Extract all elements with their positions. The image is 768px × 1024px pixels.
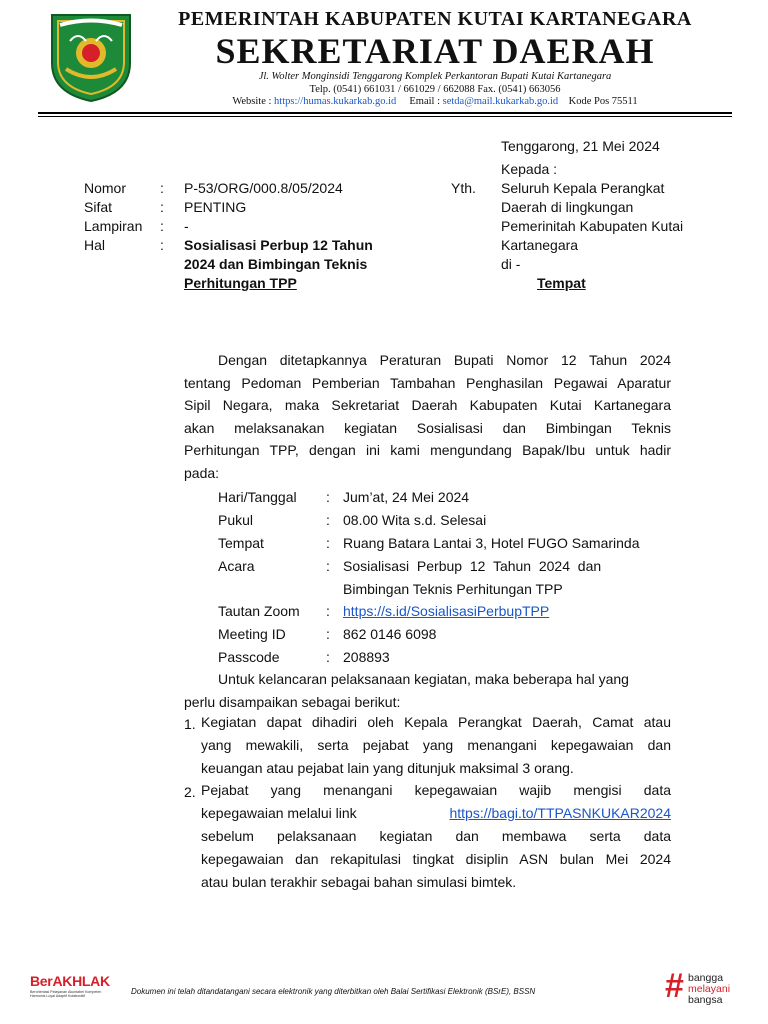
closing-intro-line: Untuk kelancaran pelaksanaan kegiatan, maka beberapa hal yang	[218, 671, 629, 687]
paragraph-line: Sipil Negara, maka Sekretariat Daerah Kabupaten Kutai Kartanegara	[184, 397, 671, 414]
meta-colon: :	[160, 180, 164, 196]
meeting-id: 862 0146 6098	[343, 626, 437, 642]
passcode: 208893	[343, 649, 390, 665]
kepada-label: Kepada :	[501, 161, 558, 177]
di-label: di -	[501, 256, 521, 272]
meta-label-lampiran: Lampiran	[84, 218, 143, 234]
zoom-link[interactable]: https://s.id/SosialisasiPerbupTPP	[343, 603, 550, 619]
detail-label: Pukul	[218, 512, 254, 528]
detail-label: Tautan Zoom	[218, 603, 300, 619]
list-item-text: kepegawaian melalui link	[201, 805, 357, 821]
subject-line: Sosialisasi Perbup 12 Tahun	[184, 237, 373, 253]
berakhlak-tagline: Berorientasi Pelayanan Akuntabel Kompeten	[30, 990, 102, 994]
list-item-line: atau bulan terakhir sebagai bahan simulasi bimtek.	[201, 874, 517, 890]
detail-label: Meeting ID	[218, 626, 286, 642]
subject-line: Perhitungan TPP	[184, 275, 297, 291]
detail-agenda-cont: Bimbingan Teknis Perhitungan TPP	[343, 581, 563, 597]
list-item-line: yang mewakili, serta pejabat yang menangani kepegawaian dan	[201, 737, 671, 753]
recipient-line: Pemerinitah Kabupaten Kutai	[501, 218, 684, 234]
esign-note: Dokumen ini telah ditandatangani secara elektronik yang diterbitkan oleh Balai Sertifikasi Elektronik (BSrE), BSSN	[131, 987, 536, 996]
meta-colon: :	[160, 199, 164, 215]
berakhlak-wordmark: BerAKHLAK	[30, 973, 110, 989]
yth-label: Yth.	[451, 180, 476, 196]
detail-colon: :	[326, 535, 330, 551]
recipient-line: Kartanegara	[501, 237, 579, 253]
detail-label: Hari/Tanggal	[218, 489, 297, 505]
email-label: Email :	[409, 96, 440, 107]
letterhead-rule-thin	[38, 116, 732, 117]
detail-agenda: Sosialisasi Perbup 12 Tahun 2024 dan	[343, 558, 602, 574]
form-link[interactable]: https://bagi.to/TTPASNKUKAR2024	[449, 805, 671, 821]
office-contacts	[140, 96, 730, 107]
kutai-kartanegara-emblem-icon	[48, 11, 134, 103]
paragraph-line: tentang Pedoman Pemberian Tambahan Penghasilan Pegawai Aparatur	[184, 374, 671, 391]
office-phone: Telp. (0541) 661031 / 661029 / 662088 Fax. (0541) 663056	[309, 84, 561, 95]
melayani-text: melayani	[688, 983, 731, 995]
website-link[interactable]: https://humas.kukarkab.go.id	[274, 96, 397, 107]
detail-colon: :	[326, 558, 330, 574]
list-item	[201, 711, 671, 780]
detail-colon: :	[326, 649, 330, 665]
meta-value-sifat: PENTING	[184, 199, 247, 215]
list-item-line	[201, 802, 671, 825]
government-name: PEMERINTAH KABUPATEN KUTAI KARTANEGARA	[178, 8, 692, 30]
detail-label: Tempat	[218, 535, 264, 551]
detail-label: Acara	[218, 558, 255, 574]
detail-venue: Ruang Batara Lantai 3, Hotel FUGO Samarinda	[343, 535, 640, 551]
recipient-line: Seluruh Kepala Perangkat	[501, 180, 665, 196]
bangga-melayani-logo	[665, 967, 745, 1008]
postal-code: Kode Pos 75511	[568, 96, 638, 107]
detail-colon: :	[326, 626, 330, 642]
bangsa-text: bangsa	[688, 994, 723, 1006]
detail-time: 08.00 Wita s.d. Selesai	[343, 512, 487, 528]
paragraph-line: Dengan ditetapkannya Peraturan Bupati Nomor 12 Tahun 2024	[218, 352, 671, 368]
meta-label-nomor: Nomor	[84, 180, 127, 196]
list-item-line: kepegawaian dan rekapitulasi tingkat disiplin ASN bulan Mei 2024	[201, 851, 671, 867]
list-item	[201, 779, 671, 894]
paragraph-line: pada:	[184, 464, 220, 481]
website-label: Website :	[232, 96, 272, 107]
list-item-line: Kegiatan dapat dihadiri oleh Kepala Perangkat Daerah, Camat atau	[201, 714, 671, 730]
place-date: Tenggarong, 21 Mei 2024	[501, 138, 660, 154]
detail-date: Jum’at, 24 Mei 2024	[343, 489, 470, 505]
berakhlak-tagline: Harmonis Loyal Adaptif Kolaboratif	[30, 994, 86, 998]
meta-value-nomor: P-53/ORG/000.8/05/2024	[184, 180, 343, 196]
list-item-line: sebelum pelaksanaan kegiatan dan membawa serta data	[201, 828, 671, 844]
subject-line: 2024 dan Bimbingan Teknis	[184, 256, 368, 272]
meta-colon: :	[160, 237, 164, 253]
list-item-number: 1.	[184, 716, 196, 732]
tempat-label: Tempat	[537, 275, 586, 291]
detail-colon: :	[326, 489, 330, 505]
office-address: Jl. Wolter Monginsidi Tenggarong Komplek Perkantoran Bupati Kutai Kartanegara	[258, 71, 612, 82]
detail-label: Passcode	[218, 649, 280, 665]
recipient-line: Daerah di lingkungan	[501, 199, 634, 215]
office-name: SEKRETARIAT DAERAH	[215, 31, 655, 71]
meta-value-lampiran: -	[184, 218, 189, 234]
paragraph-line: akan melaksanakan kegiatan Sosialisasi dan Bimbingan Teknis	[184, 419, 671, 436]
list-item-line: Pejabat yang menangani kepegawaian wajib mengisi data	[201, 782, 671, 798]
bangga-text: bangga	[688, 972, 724, 984]
berakhlak-logo	[30, 973, 130, 998]
detail-colon: :	[326, 512, 330, 528]
email-link[interactable]: setda@mail.kukarkab.go.id	[442, 96, 559, 107]
closing-intro-line: perlu disampaikan sebagai berikut:	[184, 694, 401, 710]
list-item-number: 2.	[184, 784, 196, 800]
intro-paragraph	[184, 349, 671, 485]
hashtag-icon: #	[665, 967, 684, 1005]
paragraph-line: Perhitungan TPP, dengan ini kami mengundang Bapak/Ibu untuk hadir	[184, 442, 671, 459]
letterhead-rule	[38, 112, 732, 114]
meta-label-sifat: Sifat	[84, 199, 113, 215]
meta-label-hal: Hal	[84, 237, 106, 253]
detail-colon: :	[326, 603, 330, 619]
list-item-line: keuangan atau pejabat lain yang ditunjuk maksimal 3 orang.	[201, 760, 574, 776]
meta-colon: :	[160, 218, 164, 234]
